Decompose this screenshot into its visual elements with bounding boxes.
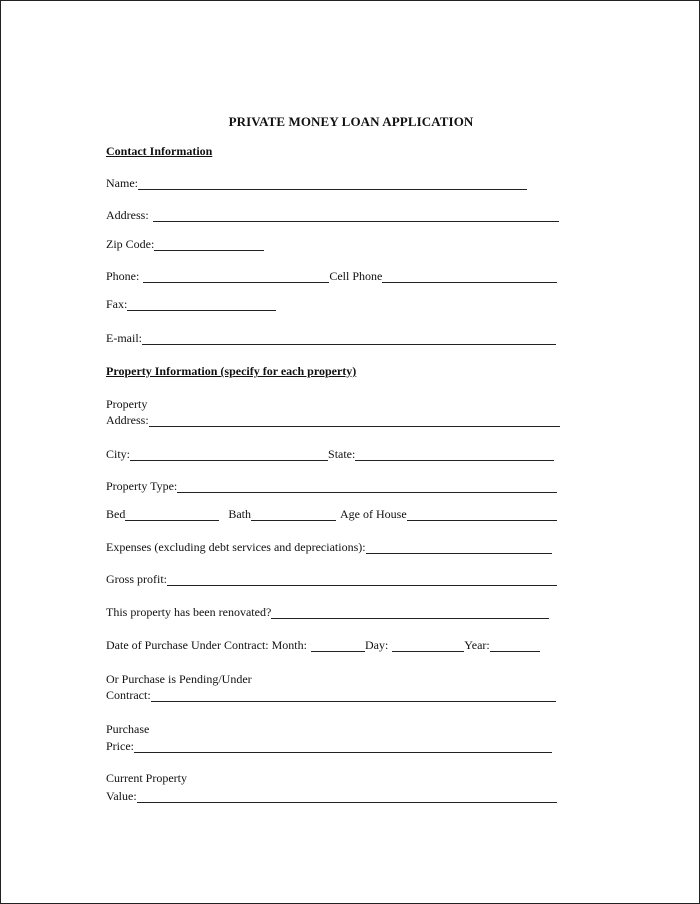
gross-profit-row: [106, 572, 557, 586]
zip-row: [106, 237, 264, 251]
property-type-field[interactable]: [177, 480, 557, 493]
pending-row: [106, 688, 556, 702]
purchase-year-field[interactable]: [490, 639, 540, 652]
pending-field[interactable]: [151, 689, 556, 702]
cell-phone-label: Cell Phone: [329, 269, 383, 283]
purchase-day-field[interactable]: [392, 639, 464, 652]
property-address-label-line1: Property: [106, 397, 148, 411]
fax-row: [106, 297, 276, 311]
purchase-date-row: [106, 638, 540, 652]
renovated-field[interactable]: [271, 606, 549, 619]
email-field[interactable]: [142, 332, 556, 345]
bed-field[interactable]: [125, 508, 219, 521]
purchase-year-label: Year:: [464, 638, 490, 652]
name-field[interactable]: [138, 177, 527, 190]
property-type-label: Property Type:: [106, 479, 178, 493]
form-title: PRIVATE MONEY LOAN APPLICATION: [228, 114, 474, 129]
zip-label: Zip Code:: [106, 237, 155, 251]
address-row: [106, 208, 559, 222]
bed-bath-age-row: [106, 507, 557, 521]
city-label: City:: [106, 447, 131, 461]
expenses-label: Expenses (excluding debt services and depreciations):: [106, 540, 366, 554]
phone-row: [106, 269, 557, 283]
price-label-line1: Purchase: [106, 722, 150, 736]
fax-label: Fax:: [106, 297, 128, 311]
phone-label: Phone:: [106, 269, 140, 283]
value-label: Value:: [106, 789, 137, 803]
cell-phone-field[interactable]: [382, 270, 557, 283]
expenses-row: [106, 540, 552, 554]
pending-label: Contract:: [106, 688, 151, 702]
property-address-row: [106, 413, 560, 427]
email-label: E-mail:: [106, 331, 142, 345]
address-field[interactable]: [153, 209, 559, 222]
value-field[interactable]: [137, 790, 557, 803]
pending-label-line1: Or Purchase is Pending/Under: [106, 672, 252, 686]
purchase-month-label: Date of Purchase Under Contract: Month:: [106, 638, 307, 652]
bath-label: Bath: [228, 507, 252, 521]
gross-profit-field[interactable]: [167, 573, 557, 586]
price-field[interactable]: [134, 740, 552, 753]
phone-field[interactable]: [143, 270, 329, 283]
address-label: Address:: [106, 208, 149, 222]
bed-label: Bed: [106, 507, 126, 521]
purchase-day-label: Day:: [364, 638, 389, 652]
state-field[interactable]: [355, 448, 554, 461]
price-label: Price:: [106, 739, 134, 753]
zip-field[interactable]: [154, 238, 264, 251]
fax-field[interactable]: [127, 298, 276, 311]
purchase-month-field[interactable]: [311, 639, 365, 652]
city-field[interactable]: [130, 448, 328, 461]
contact-heading: Contact Information: [106, 144, 213, 158]
value-label-line1: Current Property: [106, 771, 187, 785]
renovated-row: [106, 605, 549, 619]
gross-profit-label: Gross profit:: [106, 572, 167, 586]
value-row: [106, 789, 557, 803]
renovated-label: This property has been renovated?: [106, 605, 272, 619]
property-address-label: Address:: [106, 413, 149, 427]
property-heading: Property Information (specify for each property): [106, 364, 357, 378]
state-label: State:: [328, 447, 356, 461]
name-row: [106, 176, 527, 190]
price-row: [106, 739, 552, 753]
age-field[interactable]: [407, 508, 557, 521]
property-type-row: [106, 479, 557, 493]
bath-field[interactable]: [251, 508, 336, 521]
age-label: Age of House: [340, 507, 407, 521]
property-address-field[interactable]: [149, 414, 560, 427]
city-row: [106, 447, 554, 461]
name-label: Name:: [106, 176, 138, 190]
email-row: [106, 331, 556, 345]
expenses-field[interactable]: [366, 541, 552, 554]
